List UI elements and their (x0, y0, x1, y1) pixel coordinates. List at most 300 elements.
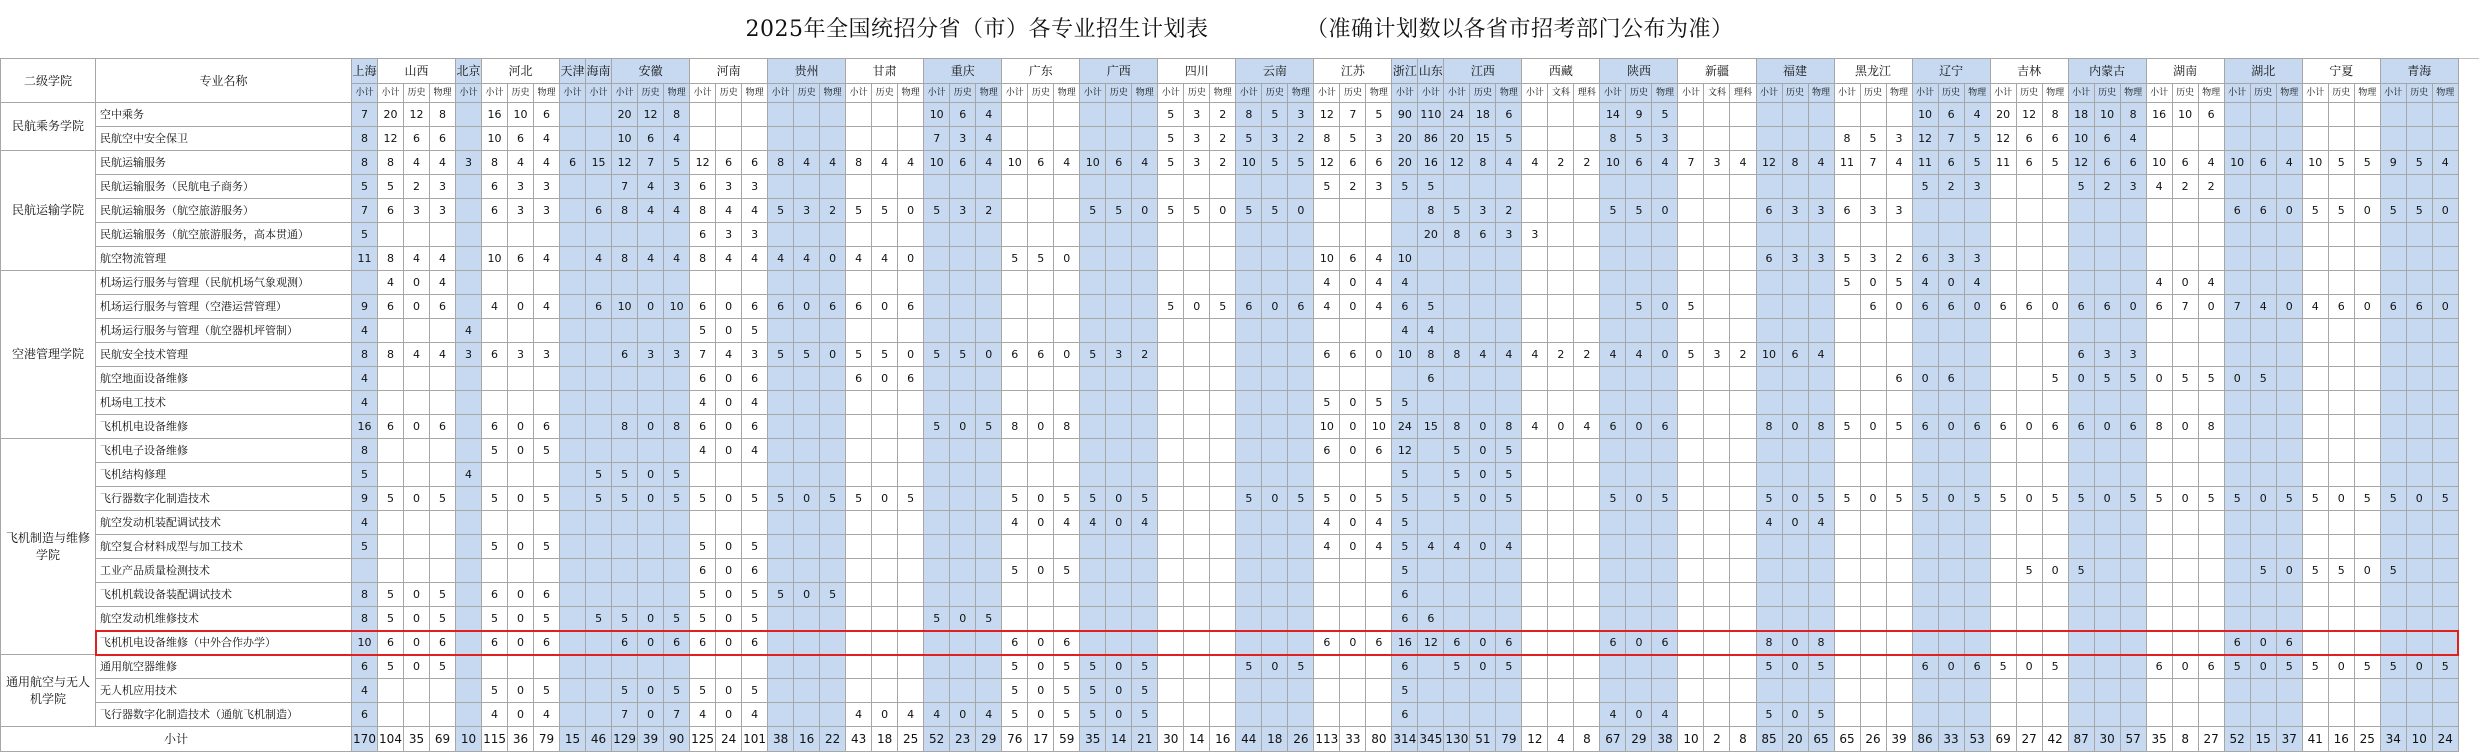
plan-cell (1054, 175, 1080, 199)
plan-cell: 0 (716, 415, 742, 439)
plan-cell (1340, 319, 1366, 343)
plan-cell: 5 (1496, 127, 1522, 151)
plan-cell (2354, 367, 2380, 391)
plan-cell (1886, 463, 1912, 487)
plan-cell (1028, 439, 1054, 463)
plan-cell (1236, 319, 1262, 343)
plan-cell: 0 (1470, 535, 1496, 559)
plan-cell: 3 (456, 151, 482, 175)
plan-cell: 6 (2276, 631, 2302, 655)
plan-cell (560, 247, 586, 271)
plan-cell: 0 (898, 247, 924, 271)
subtotal-cell: 8 (2172, 727, 2198, 752)
plan-cell (1054, 295, 1080, 319)
plan-cell: 6 (898, 295, 924, 319)
plan-cell: 5 (1288, 487, 1314, 511)
plan-cell (2224, 103, 2250, 127)
plan-cell (1990, 223, 2016, 247)
subtotal-cell: 18 (872, 727, 898, 752)
subtotal-cell: 14 (1106, 727, 1132, 752)
plan-cell (2406, 175, 2432, 199)
plan-cell (2042, 583, 2068, 607)
plan-cell (1236, 247, 1262, 271)
plan-cell (2406, 439, 2432, 463)
plan-cell (1106, 415, 1132, 439)
plan-cell (1444, 511, 1470, 535)
plan-cell (2302, 583, 2328, 607)
plan-cell (2042, 175, 2068, 199)
plan-cell (2224, 583, 2250, 607)
plan-cell: 0 (716, 607, 742, 631)
plan-cell: 0 (1340, 511, 1366, 535)
plan-cell: 5 (976, 415, 1002, 439)
plan-cell (1418, 439, 1444, 463)
plan-cell: 5 (664, 679, 690, 703)
plan-cell (2042, 271, 2068, 295)
plan-cell (1626, 319, 1652, 343)
plan-cell: 0 (2354, 199, 2380, 223)
plan-cell (1288, 271, 1314, 295)
plan-cell (950, 655, 976, 679)
plan-cell (2224, 535, 2250, 559)
plan-cell (2146, 223, 2172, 247)
plan-cell: 0 (508, 535, 534, 559)
plan-cell (2146, 247, 2172, 271)
plan-cell: 5 (846, 487, 872, 511)
plan-cell (1626, 559, 1652, 583)
plan-cell (1314, 223, 1340, 247)
plan-cell: 5 (1626, 127, 1652, 151)
plan-cell: 4 (1366, 511, 1392, 535)
plan-cell (1392, 199, 1418, 223)
plan-cell: 5 (1002, 487, 1028, 511)
plan-cell: 6 (508, 127, 534, 151)
plan-cell: 6 (378, 631, 404, 655)
plan-cell: 4 (1314, 271, 1340, 295)
subtotal-row (1, 727, 2459, 752)
plan-cell: 12 (378, 127, 404, 151)
plan-cell (1730, 295, 1756, 319)
plan-cell (2302, 271, 2328, 295)
plan-cell (2432, 127, 2458, 151)
table-row (1, 391, 2459, 415)
plan-cell (1002, 319, 1028, 343)
plan-cell: 0 (1652, 343, 1678, 367)
plan-cell (768, 535, 794, 559)
plan-cell: 5 (2198, 487, 2224, 511)
plan-cell (950, 367, 976, 391)
plan-cell: 2 (1730, 343, 1756, 367)
plan-cell (924, 175, 950, 199)
plan-cell (1418, 655, 1444, 679)
plan-cell: 8 (378, 151, 404, 175)
plan-cell: 4 (2276, 151, 2302, 175)
plan-cell: 6 (2380, 295, 2406, 319)
plan-cell: 6 (2172, 151, 2198, 175)
plan-cell: 5 (1678, 343, 1704, 367)
plan-cell: 4 (846, 703, 872, 727)
plan-cell (2354, 391, 2380, 415)
province-header: 江苏 (1314, 59, 1392, 84)
plan-cell (716, 463, 742, 487)
plan-cell: 5 (742, 583, 768, 607)
plan-cell (872, 535, 898, 559)
plan-cell: 6 (1366, 439, 1392, 463)
plan-cell (2406, 559, 2432, 583)
plan-cell (2120, 319, 2146, 343)
plan-cell (1808, 439, 1834, 463)
plan-cell (2172, 127, 2198, 151)
plan-cell: 5 (2302, 199, 2328, 223)
plan-cell: 4 (898, 151, 924, 175)
plan-cell (1522, 487, 1548, 511)
subcolumn-header: 小计 (2380, 84, 2406, 103)
plan-cell (2120, 655, 2146, 679)
plan-cell (430, 391, 456, 415)
plan-cell: 10 (924, 103, 950, 127)
plan-cell: 4 (2250, 295, 2276, 319)
plan-cell: 2 (1210, 151, 1236, 175)
plan-cell: 0 (2406, 487, 2432, 511)
plan-cell: 0 (1782, 703, 1808, 727)
plan-cell (664, 535, 690, 559)
plan-cell: 4 (976, 127, 1002, 151)
plan-cell (2198, 463, 2224, 487)
plan-cell (1548, 199, 1574, 223)
plan-cell (768, 559, 794, 583)
subtotal-cell: 8 (1574, 727, 1600, 752)
plan-cell: 5 (1054, 703, 1080, 727)
plan-cell (2406, 703, 2432, 727)
plan-cell (794, 367, 820, 391)
plan-cell (1522, 559, 1548, 583)
plan-cell: 6 (1028, 343, 1054, 367)
plan-cell (586, 679, 612, 703)
plan-cell: 4 (716, 199, 742, 223)
table-row (1, 295, 2459, 319)
plan-cell (1444, 247, 1470, 271)
plan-cell: 4 (352, 391, 378, 415)
plan-cell (794, 103, 820, 127)
plan-cell: 6 (482, 415, 508, 439)
plan-cell: 5 (2224, 487, 2250, 511)
plan-cell: 0 (404, 295, 430, 319)
plan-cell (820, 511, 846, 535)
subcolumn-header: 历史 (1184, 84, 1210, 103)
plan-cell (1756, 463, 1782, 487)
plan-cell: 0 (716, 703, 742, 727)
plan-cell (794, 679, 820, 703)
plan-cell: 5 (2432, 655, 2458, 679)
plan-cell: 6 (2250, 199, 2276, 223)
plan-cell: 5 (534, 487, 560, 511)
plan-cell (2432, 631, 2458, 655)
plan-cell: 5 (378, 607, 404, 631)
plan-cell (1522, 703, 1548, 727)
subcolumn-header: 物理 (1132, 84, 1158, 103)
plan-cell (1522, 175, 1548, 199)
subcolumn-header: 物理 (1054, 84, 1080, 103)
plan-cell: 4 (456, 319, 482, 343)
plan-cell (1080, 367, 1106, 391)
plan-cell (1418, 463, 1444, 487)
subcolumn-header: 理科 (1730, 84, 1756, 103)
plan-cell (482, 391, 508, 415)
plan-cell (950, 247, 976, 271)
subtotal-cell: 4 (1548, 727, 1574, 752)
plan-cell: 0 (1106, 511, 1132, 535)
plan-cell (1626, 607, 1652, 631)
plan-cell: 6 (1652, 631, 1678, 655)
plan-cell: 5 (1132, 487, 1158, 511)
plan-cell (2250, 223, 2276, 247)
plan-cell: 24 (1392, 415, 1418, 439)
plan-cell (1236, 559, 1262, 583)
plan-cell (2172, 511, 2198, 535)
plan-cell: 5 (1600, 199, 1626, 223)
plan-cell (1886, 391, 1912, 415)
plan-cell (2120, 679, 2146, 703)
plan-cell: 4 (742, 703, 768, 727)
plan-cell: 5 (2380, 559, 2406, 583)
plan-cell (1834, 439, 1860, 463)
plan-cell: 0 (1782, 655, 1808, 679)
plan-cell (2146, 703, 2172, 727)
plan-cell (1990, 703, 2016, 727)
plan-cell (1652, 679, 1678, 703)
plan-cell: 6 (2094, 127, 2120, 151)
province-header: 山西 (378, 59, 456, 84)
plan-cell: 4 (430, 151, 456, 175)
plan-cell: 8 (690, 199, 716, 223)
plan-cell (1288, 175, 1314, 199)
plan-cell (1184, 679, 1210, 703)
plan-cell (1418, 703, 1444, 727)
plan-cell (1080, 535, 1106, 559)
plan-cell (976, 175, 1002, 199)
subcolumn-header: 历史 (1028, 84, 1054, 103)
plan-cell: 0 (716, 631, 742, 655)
plan-cell (1158, 559, 1184, 583)
plan-cell (664, 511, 690, 535)
plan-cell (2276, 223, 2302, 247)
plan-cell: 11 (352, 247, 378, 271)
plan-cell (1626, 463, 1652, 487)
plan-cell (2016, 511, 2042, 535)
plan-cell (1886, 679, 1912, 703)
plan-cell (1704, 511, 1730, 535)
plan-cell (560, 703, 586, 727)
plan-cell (430, 439, 456, 463)
plan-cell (1262, 367, 1288, 391)
plan-cell (1210, 511, 1236, 535)
plan-cell: 6 (1938, 151, 1964, 175)
plan-cell (1288, 559, 1314, 583)
plan-cell (872, 559, 898, 583)
plan-cell (638, 655, 664, 679)
plan-cell (1678, 559, 1704, 583)
plan-cell (482, 655, 508, 679)
plan-cell (846, 559, 872, 583)
plan-cell (846, 415, 872, 439)
plan-cell (1444, 175, 1470, 199)
plan-cell: 0 (1938, 655, 1964, 679)
plan-cell (534, 463, 560, 487)
plan-cell (2380, 511, 2406, 535)
plan-cell: 3 (534, 175, 560, 199)
plan-cell (2250, 391, 2276, 415)
plan-cell (2120, 559, 2146, 583)
plan-cell (638, 319, 664, 343)
plan-cell: 18 (2068, 103, 2094, 127)
plan-cell: 0 (872, 295, 898, 319)
plan-cell (1704, 655, 1730, 679)
plan-cell (1132, 535, 1158, 559)
plan-cell (2068, 679, 2094, 703)
plan-cell (1470, 391, 1496, 415)
plan-cell (1886, 703, 1912, 727)
plan-cell (456, 175, 482, 199)
plan-cell (2354, 343, 2380, 367)
plan-cell (1340, 607, 1366, 631)
table-row (1, 559, 2459, 583)
plan-cell: 5 (1314, 391, 1340, 415)
plan-cell (1808, 223, 1834, 247)
plan-cell: 9 (2380, 151, 2406, 175)
plan-cell: 7 (1678, 151, 1704, 175)
plan-cell (1366, 607, 1392, 631)
plan-cell: 4 (742, 199, 768, 223)
plan-cell (1678, 655, 1704, 679)
table-row (1, 415, 2459, 439)
plan-cell: 5 (1158, 199, 1184, 223)
plan-cell (768, 175, 794, 199)
plan-cell: 8 (352, 151, 378, 175)
plan-cell (1600, 559, 1626, 583)
province-header: 上海 (352, 59, 378, 84)
plan-cell (638, 511, 664, 535)
plan-cell: 5 (2328, 559, 2354, 583)
plan-cell (430, 319, 456, 343)
plan-cell (1652, 511, 1678, 535)
plan-cell (2224, 439, 2250, 463)
plan-cell: 20 (1392, 127, 1418, 151)
plan-cell (638, 391, 664, 415)
subcolumn-header: 历史 (2172, 84, 2198, 103)
subtotal-cell: 36 (508, 727, 534, 752)
plan-cell (560, 463, 586, 487)
subtotal-cell: 33 (1340, 727, 1366, 752)
plan-cell: 4 (690, 391, 716, 415)
plan-cell (1262, 175, 1288, 199)
plan-cell (1626, 247, 1652, 271)
major-name: 空中乘务 (96, 103, 352, 127)
plan-cell: 6 (1938, 103, 1964, 127)
plan-cell (976, 679, 1002, 703)
subcolumn-header: 历史 (1106, 84, 1132, 103)
plan-cell: 4 (976, 703, 1002, 727)
plan-cell (768, 439, 794, 463)
plan-cell: 3 (742, 223, 768, 247)
plan-cell (664, 583, 690, 607)
plan-cell: 6 (1418, 607, 1444, 631)
plan-cell: 5 (742, 319, 768, 343)
plan-cell (378, 367, 404, 391)
plan-cell (1548, 391, 1574, 415)
plan-cell: 0 (1340, 631, 1366, 655)
plan-cell (1054, 319, 1080, 343)
plan-cell: 10 (1002, 151, 1028, 175)
major-name: 航空地面设备维修 (96, 367, 352, 391)
plan-cell (1366, 559, 1392, 583)
plan-cell (1834, 367, 1860, 391)
plan-cell: 0 (1262, 655, 1288, 679)
plan-cell (2120, 535, 2146, 559)
plan-cell: 2 (1210, 103, 1236, 127)
plan-cell (2250, 583, 2276, 607)
plan-cell (2016, 175, 2042, 199)
table-row (1, 319, 2459, 343)
plan-cell: 0 (1340, 271, 1366, 295)
plan-cell: 4 (456, 463, 482, 487)
plan-cell (1210, 487, 1236, 511)
plan-cell: 4 (1496, 151, 1522, 175)
plan-cell (2120, 223, 2146, 247)
plan-cell (2328, 127, 2354, 151)
plan-cell: 6 (2094, 151, 2120, 175)
plan-cell (1028, 223, 1054, 247)
plan-cell (1860, 175, 1886, 199)
subcolumn-header: 小计 (612, 84, 638, 103)
plan-cell: 0 (716, 487, 742, 511)
plan-cell (1938, 607, 1964, 631)
plan-cell (820, 703, 846, 727)
plan-cell (1756, 175, 1782, 199)
plan-cell: 6 (1496, 631, 1522, 655)
plan-cell: 4 (976, 103, 1002, 127)
plan-cell (1782, 607, 1808, 631)
plan-cell: 6 (1340, 343, 1366, 367)
plan-cell (690, 271, 716, 295)
plan-cell (1444, 583, 1470, 607)
plan-cell: 0 (508, 487, 534, 511)
plan-cell (1288, 439, 1314, 463)
plan-cell (1132, 295, 1158, 319)
enrollment-plan-table (0, 58, 2459, 752)
plan-cell: 5 (1132, 679, 1158, 703)
plan-cell (1158, 391, 1184, 415)
plan-cell: 5 (2250, 559, 2276, 583)
plan-cell (950, 487, 976, 511)
plan-cell: 5 (2224, 655, 2250, 679)
plan-cell: 10 (612, 295, 638, 319)
plan-cell (2250, 271, 2276, 295)
plan-cell (2198, 583, 2224, 607)
plan-cell: 0 (820, 247, 846, 271)
plan-cell: 0 (2016, 415, 2042, 439)
plan-cell (924, 535, 950, 559)
plan-cell: 10 (2224, 151, 2250, 175)
plan-cell (2016, 631, 2042, 655)
plan-cell: 6 (1002, 343, 1028, 367)
subtotal-cell: 67 (1600, 727, 1626, 752)
plan-cell (976, 559, 1002, 583)
plan-cell: 7 (352, 199, 378, 223)
plan-cell: 5 (482, 607, 508, 631)
plan-cell (1600, 679, 1626, 703)
plan-cell (2172, 583, 2198, 607)
plan-cell (1990, 631, 2016, 655)
